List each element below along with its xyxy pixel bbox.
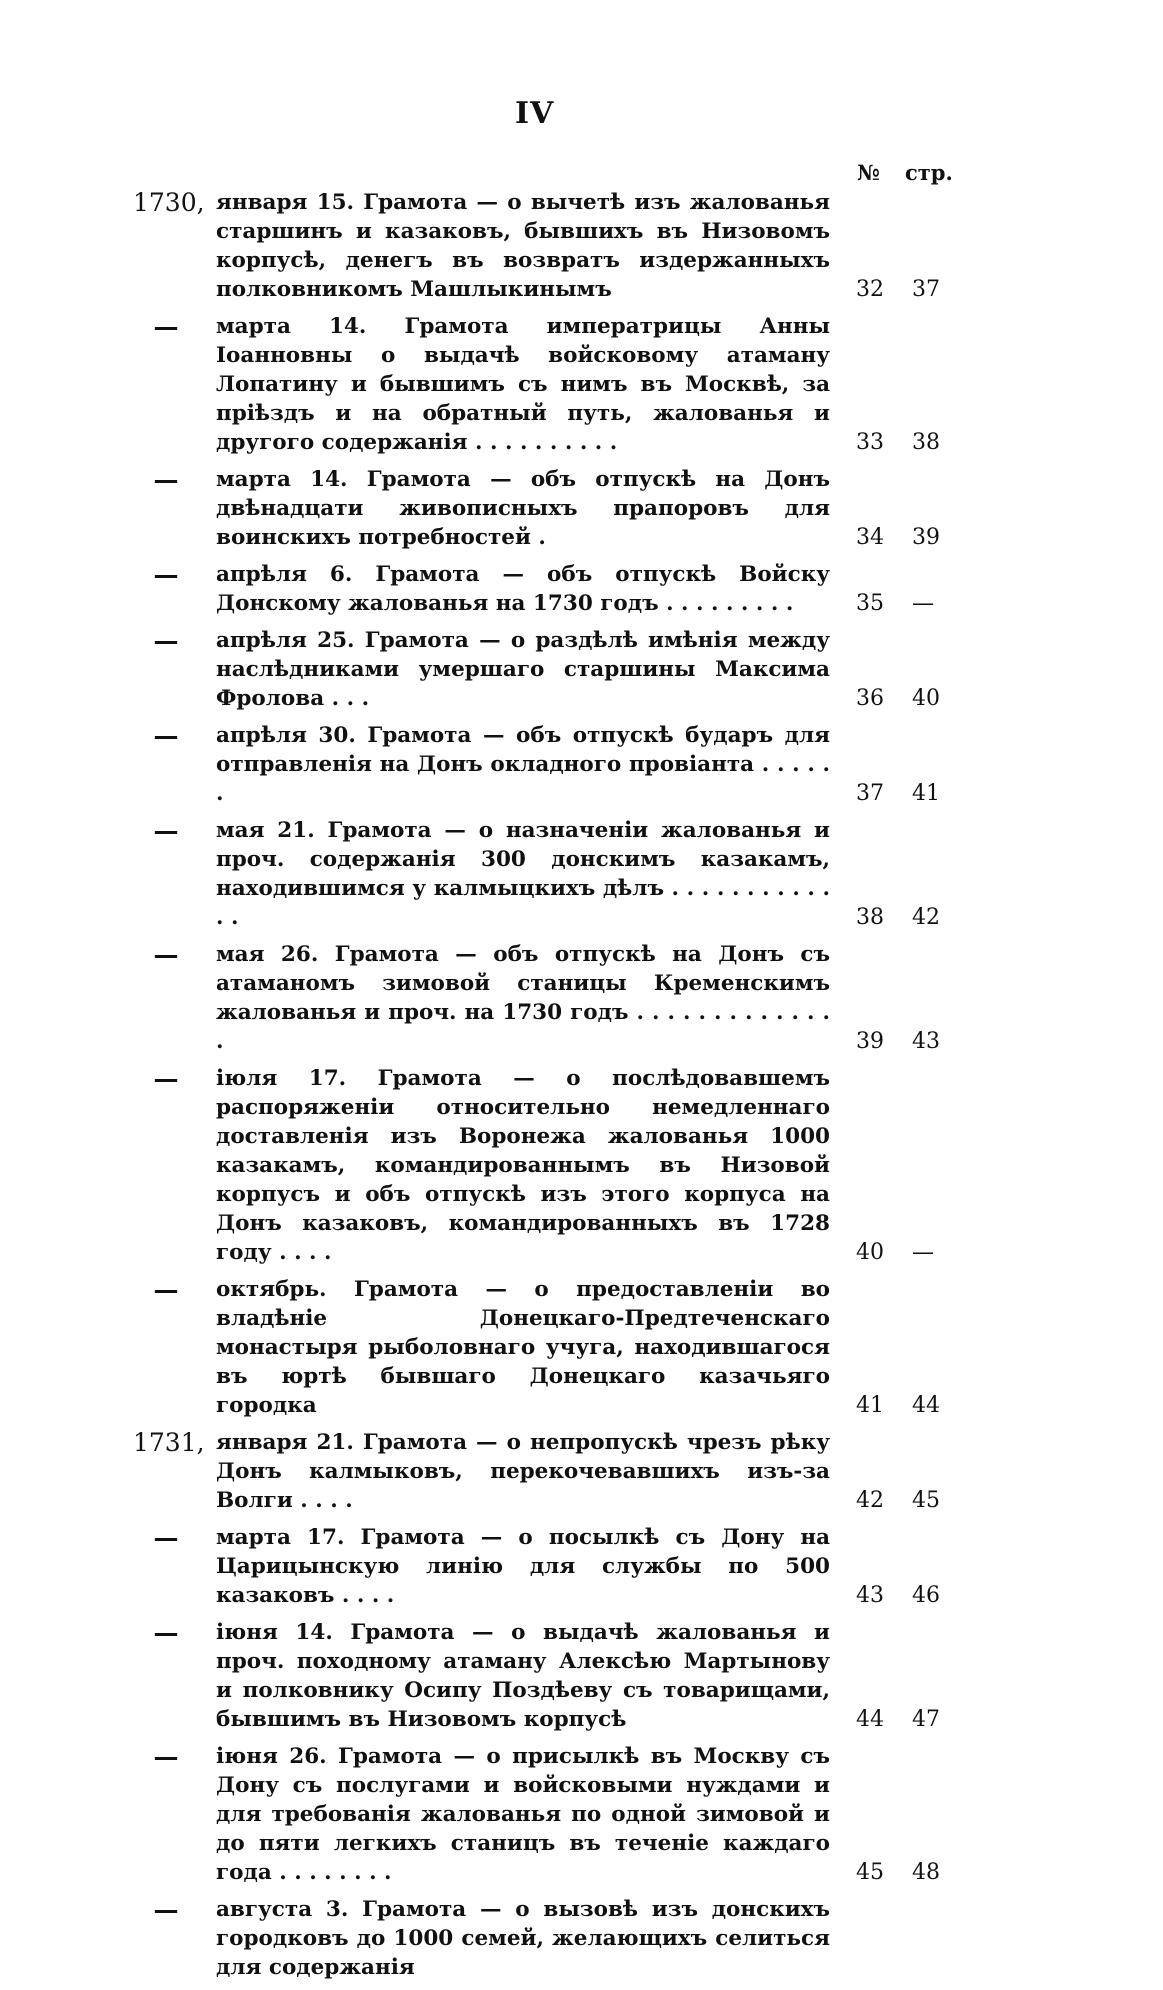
entry-page-number: 46 [912,1583,940,1608]
entry-numbers [848,1953,958,1982]
entry-description: марта 17. Грамота — о посылкѣ съ Дону на Царицынскую линію для службы по 500 казаковъ . . . . [216,1525,830,1608]
toc-entry [0,188,1163,304]
toc-entry [0,1064,1163,1267]
toc-entry [0,1742,1163,1887]
entry-document-number: 40 [856,1240,884,1265]
ditto-dash: — [153,1618,179,1647]
entry-page-number: 41 [912,781,940,806]
column-header-page: стр. [905,160,953,185]
entry-document-number: 43 [856,1583,884,1608]
entry-numbers [848,779,958,808]
toc-entry [0,312,1163,457]
entry-description: мая 26. Грамота — объ отпускѣ на Донъ съ атаманомъ зимовой станицы Кременскимъ жалованья и проч. на 1730 годъ . . . . . . . . . . . . . . [216,942,830,1054]
entry-description: іюня 26. Грамота — о присылкѣ въ Москву съ Дону съ послугами и войсковыми нуждами и для требованія жалованья по одной зимовой и до пяти легкихъ станицъ въ теченіе каждаго года . . . . . . . . [216,1744,830,1885]
entry-page-number: 48 [912,1860,940,1885]
entry-page-number: 37 [912,277,940,302]
entry-numbers [848,1705,958,1734]
ditto-dash: — [153,312,179,341]
entry-document-number: 45 [856,1860,884,1885]
entry-document-number: 38 [856,905,884,930]
entry-page-number: 39 [912,525,940,550]
entry-description: января 15. Грамота — о вычетѣ изъ жалованья старшинъ и казаковъ, бывшихъ въ Низовомъ корпусѣ, денегъ въ возвратъ издержанныхъ полковникомъ Машлыкинымъ [216,190,830,302]
entry-numbers [848,1486,958,1515]
ditto-dash: — [153,465,179,494]
entry-numbers [848,523,958,552]
entry-description: октябрь. Грамота — о предоставленіи во владѣніе Донецкаго-Предтеченскаго монастыря рыболовнаго учуга, находившагося въ юртѣ бывшаго Донецкаго казачьяго городка [216,1277,830,1418]
entry-numbers [848,1581,958,1610]
entry-document-number: 42 [856,1488,884,1513]
entry-numbers [848,428,958,457]
entry-page-number: 40 [912,686,940,711]
ditto-dash: — [153,1895,179,1924]
table-of-contents [0,188,1163,1990]
entry-page-number: 47 [912,1707,940,1732]
entry-page-number: — [912,1240,934,1265]
toc-entry [0,1618,1163,1734]
entry-description: апрѣля 30. Грамота — объ отпускѣ бударъ для отправленія на Донъ окладного провіанта . . . . . . [216,723,830,806]
page-number: IV [515,96,555,131]
ditto-dash: — [153,560,179,589]
entry-description: января 21. Грамота — о непропускѣ чрезъ рѣку Донъ калмыковъ, перекочевавшихъ изъ-за Волги . . . . [216,1430,830,1513]
entry-numbers [848,275,958,304]
entry-page-number: 42 [912,905,940,930]
entry-description: іюня 14. Грамота — о выдачѣ жалованья и проч. походному атаману Алексѣю Мартынову и полковнику Осипу Поздѣеву съ товарищами, бывшимъ въ Низовомъ корпусѣ [216,1620,830,1732]
entry-document-number: 35 [856,591,884,616]
entry-numbers [848,1858,958,1887]
column-header-number: № [857,160,880,185]
ditto-dash: — [153,1742,179,1771]
ditto-dash: — [153,626,179,655]
entry-document-number: 33 [856,430,884,455]
toc-entry [0,1895,1163,1982]
entry-year: 1731, [133,1428,205,1457]
toc-entry [0,465,1163,552]
entry-description: апрѣля 25. Грамота — о раздѣлѣ имѣнія между наслѣдниками умершаго старшины Максима Фролова . . . [216,628,830,711]
ditto-dash: — [153,721,179,750]
toc-entry [0,816,1163,932]
ditto-dash: — [153,1275,179,1304]
entry-description: марта 14. Грамота императрицы Анны Іоанновны о выдачѣ войсковому атаману Лопатину и бывшимъ съ нимъ въ Москвѣ, за пріѣздъ и на обратный путь, жалованья и другого содержанія . . . . . . . . . . [216,314,830,455]
entry-document-number: 44 [856,1707,884,1732]
entry-numbers [848,684,958,713]
entry-page-number: 44 [912,1393,940,1418]
entry-numbers [848,1391,958,1420]
toc-entry [0,721,1163,808]
entry-page-number: 43 [912,1029,940,1054]
entry-document-number: 41 [856,1393,884,1418]
toc-entry [0,940,1163,1056]
entry-document-number: 37 [856,781,884,806]
entry-page-number: 45 [912,1488,940,1513]
entry-description: іюля 17. Грамота — о послѣдовавшемъ распоряженіи относительно немедленнаго доставленія изъ Воронежа жалованья 1000 казакамъ, командированнымъ въ Низовой корпусъ и объ отпускѣ изъ этого корпуса на Донъ казаковъ, командированныхъ въ 1728 году . . . . [216,1066,830,1265]
entry-numbers [848,1027,958,1056]
toc-entry [0,626,1163,713]
entry-description: августа 3. Грамота — о вызовѣ изъ донскихъ городковъ до 1000 семей, желающихъ селиться для содержанія [216,1897,830,1980]
entry-numbers [848,589,958,618]
ditto-dash: — [153,940,179,969]
entry-document-number: 32 [856,277,884,302]
entry-document-number: 36 [856,686,884,711]
entry-year: 1730, [133,188,205,217]
ditto-dash: — [153,1523,179,1552]
entry-description: мая 21. Грамота — о назначеніи жалованья и проч. содержанія 300 донскимъ казакамъ, находившимся у калмыцкихъ дѣлъ . . . . . . . . . . . . . [216,818,830,930]
entry-description: апрѣля 6. Грамота — объ отпускѣ Войску Донскому жалованья на 1730 годъ . . . . . . . . . [216,562,830,616]
entry-document-number: 34 [856,525,884,550]
entry-page-number: 38 [912,430,940,455]
entry-document-number: 39 [856,1029,884,1054]
ditto-dash: — [153,816,179,845]
entry-numbers [848,1238,958,1267]
entry-description: марта 14. Грамота — объ отпускѣ на Донъ двѣнадцати живописныхъ прапоровъ для воинскихъ потребностей . [216,467,830,550]
toc-entry [0,1428,1163,1515]
entry-page-number: — [912,591,934,616]
ditto-dash: — [153,1064,179,1093]
toc-entry [0,1275,1163,1420]
entry-numbers [848,903,958,932]
toc-entry [0,1523,1163,1610]
toc-entry [0,560,1163,618]
